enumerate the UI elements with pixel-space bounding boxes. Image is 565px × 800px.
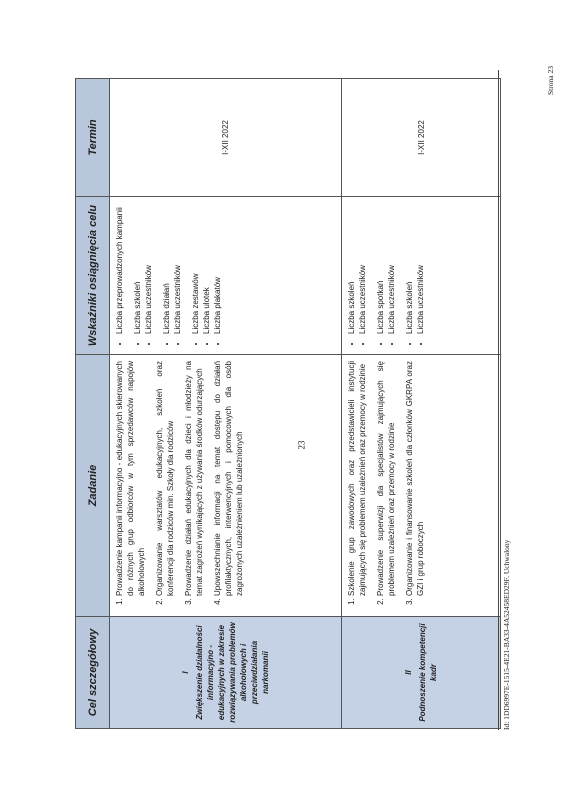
indicator-group (404, 203, 426, 348)
header-task: Zadanie (76, 355, 110, 617)
indicator-item: • Liczba spotkań (375, 203, 386, 334)
goal-number: II (404, 670, 413, 675)
task-item: 1. Szkolenie grup zawodowych oraz przedstawicieli instytucji zajmujących się problemem uzależnień oraz przemocy w rodzinie (346, 361, 368, 596)
tasks-cell (110, 355, 342, 617)
indicator-group (375, 203, 397, 348)
indicator-group (346, 203, 368, 348)
indicator-item: • Liczba działań (161, 203, 172, 334)
goals-table (75, 78, 501, 729)
goal-number: I (181, 671, 190, 674)
task-item: 2. Prowadzenie superwizji dla specjalistów zajmujących się problemem uzależnień oraz przemocy w rodzinie (375, 361, 397, 596)
indicators-cell (342, 197, 501, 355)
indicator-item: • Liczba uczestników (172, 203, 183, 334)
page-number: 23 (296, 440, 307, 450)
indicator-group (161, 203, 183, 348)
task-item: 4. Upowszechnianie informacji na temat dostępu do działań profilaktycznych, interwencyjnych i pomocowych dla osób zagrożonych uzależnieniem lub uzależnionych (212, 361, 245, 596)
indicator-item: • Liczba uczestników (143, 203, 154, 334)
goal-cell (110, 617, 342, 729)
indicator-item: • Liczba uczestników (415, 203, 426, 334)
indicator-item: • Liczba uczestników (357, 203, 368, 334)
indicator-item: • Liczba szkoleń (132, 203, 143, 334)
header-indicator: Wskaźniki osiągnięcia celu (76, 197, 110, 355)
header-goal: Cel szczegółowy (76, 617, 110, 729)
page-label: Strona 23 (546, 66, 555, 95)
term-cell: I-XII 2022 (342, 79, 501, 197)
header-term: Termin (76, 79, 110, 197)
tasks-cell (342, 355, 501, 617)
indicator-group (132, 203, 154, 348)
indicator-item: • Liczba szkoleń (346, 203, 357, 334)
goal-text: Podnoszenie kompetencji kadr (418, 623, 438, 722)
table-row (110, 79, 342, 729)
task-item: 1. Prowadzenie kampanii informacyjno - edukacyjnych skierowanych do różnych grup odbiorców w tym sprzedawców napojów alkoholowych (114, 361, 147, 596)
rotated-table-wrapper (75, 79, 500, 729)
indicator-item: • Liczba przeprowadzonych kampanii (114, 203, 125, 334)
document-id: Id: 1DD6997E-1515-4E21-BA33-4A52458ED29F. Uchwalony (502, 539, 511, 730)
task-item: 2. Organizowanie warsztatów edukacyjnych, szkoleń oraz konferencji dla rodziców min. Szkoły dla rodziców (154, 361, 176, 596)
indicator-group (190, 203, 223, 348)
task-item: 3. Organizowanie i finansowanie szkoleń dla członków GKRPA oraz GZI i grup roboczych (404, 361, 426, 596)
term-cell: I-XII 2022 (110, 79, 342, 197)
indicator-item: • Liczba uczestników (386, 203, 397, 334)
goal-text: Zwiększenie działalności informacyjno - edukacyjnych w zakresie rozwiązywania problemów alkoholowych i przeciwdziałania narkomanii (195, 622, 270, 723)
footer-divider (498, 70, 499, 730)
indicator-item: • Liczba plakatów (212, 203, 223, 334)
table-row (342, 79, 501, 729)
indicator-group (114, 203, 125, 348)
indicators-cell (110, 197, 342, 355)
indicator-item: • Liczba szkoleń (404, 203, 415, 334)
goal-cell (342, 617, 501, 729)
indicator-item: • Liczba ulotek (201, 203, 212, 334)
task-item: 3. Prowadzenie działań edukacyjnych dla dzieci i młodzieży na temat zagrożeń wynikających z używania środków odurzających (183, 361, 205, 596)
indicator-item: • Liczba zestawów (190, 203, 201, 334)
